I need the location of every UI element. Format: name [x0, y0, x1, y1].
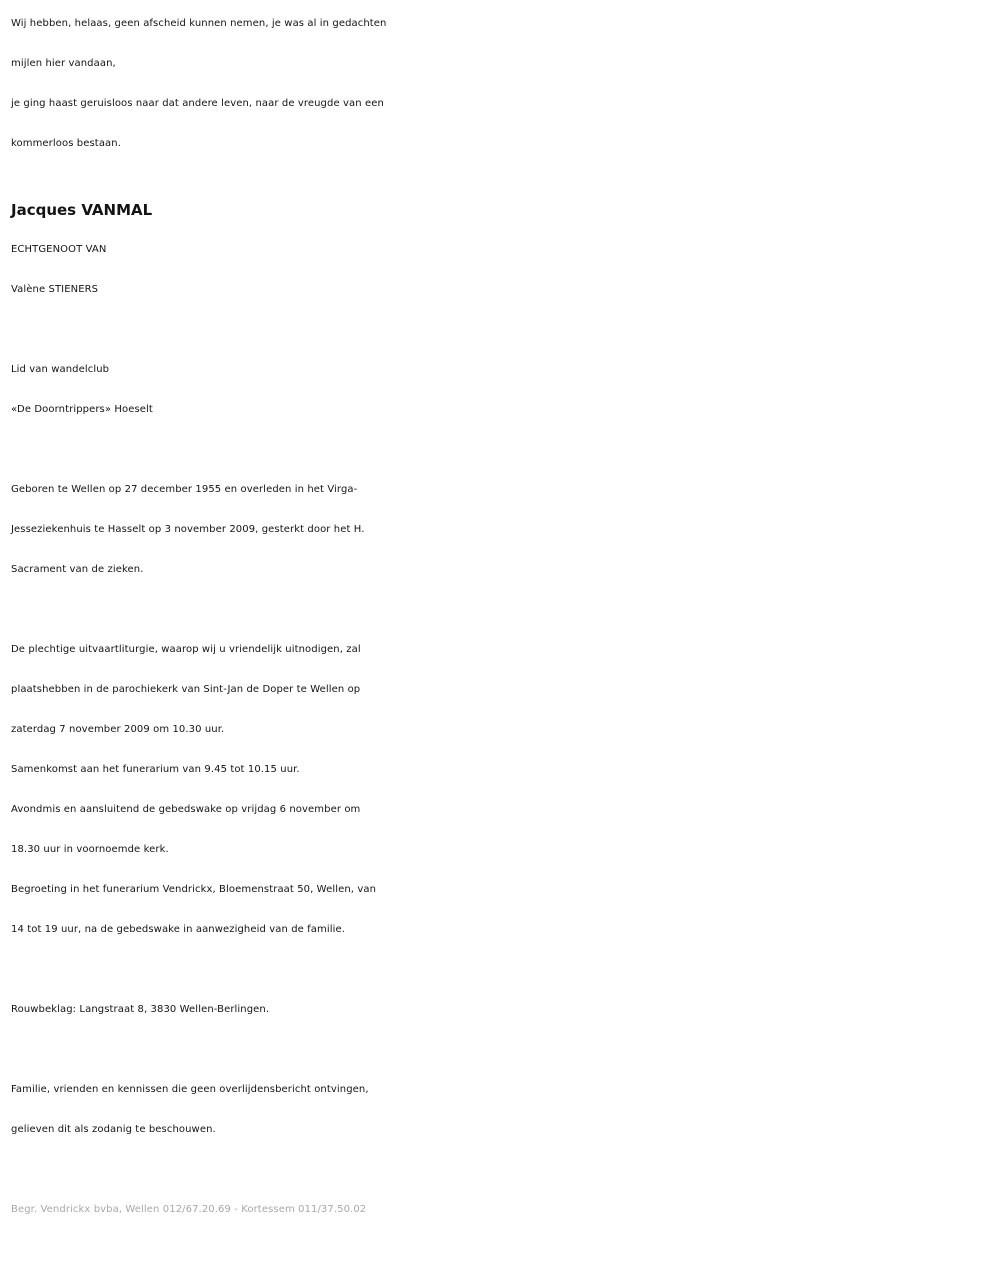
- deceased-name: Jacques VANMAL: [11, 201, 153, 219]
- notice-line: gelieven dit als zodanig te beschouwen.: [11, 1124, 216, 1135]
- notice-line: Familie, vrienden en kennissen die geen overlijdensbericht ontvingen,: [11, 1084, 369, 1095]
- birth-death-section: [11, 470, 990, 590]
- poem-line: mijlen hier vandaan,: [11, 58, 116, 69]
- poem-section: [11, 4, 990, 164]
- relation-label: ECHTGENOOT VAN: [11, 244, 107, 255]
- funeral-line: plaatshebben in de parochiekerk van Sint-Jan de Doper te Wellen op: [11, 684, 361, 695]
- funeral-line: Avondmis en aansluitend de gebedswake op vrijdag 6 november om: [11, 804, 361, 815]
- membership-line: Lid van wandelclub: [11, 364, 110, 375]
- notice-section: [11, 1070, 990, 1150]
- funeral-line: De plechtige uitvaartliturgie, waarop wij u vriendelijk uitnodigen, zal: [11, 644, 361, 655]
- birth-death-line: Geboren te Wellen op 27 december 1955 en overleden in het Virga-: [11, 484, 358, 495]
- membership-line: «De Doorntrippers» Hoeselt: [11, 404, 153, 415]
- spacer: [11, 310, 990, 350]
- poem-line: kommerloos bestaan.: [11, 138, 122, 149]
- funeral-line: 18.30 uur in voornoemde kerk.: [11, 844, 169, 855]
- funeral-line: zaterdag 7 november 2009 om 10.30 uur.: [11, 724, 225, 735]
- funeral-home-footer: Begr. Vendrickx bvba, Wellen 012/67.20.69 - Kortessem 011/37.50.02: [11, 1204, 367, 1215]
- funeral-section: [11, 630, 990, 950]
- birth-death-line: Sacrament van de zieken.: [11, 564, 144, 575]
- spacer: [11, 1030, 990, 1070]
- funeral-line: Begroeting in het funerarium Vendrickx, Bloemenstraat 50, Wellen, van: [11, 884, 377, 895]
- spouse-name: Valène STIENERS: [11, 284, 99, 295]
- poem-line: je ging haast geruisloos naar dat andere leven, naar de vreugde van een: [11, 98, 384, 109]
- membership-section: [11, 350, 990, 430]
- spacer: [11, 950, 990, 990]
- condolence-address: Rouwbeklag: Langstraat 8, 3830 Wellen-Berlingen.: [11, 1004, 270, 1015]
- spacer: [11, 590, 990, 630]
- funeral-line: Samenkomst aan het funerarium van 9.45 tot 10.15 uur.: [11, 764, 300, 775]
- funeral-line: 14 tot 19 uur, na de gebedswake in aanwezigheid van de familie.: [11, 924, 346, 935]
- spacer: [11, 1150, 990, 1190]
- birth-death-line: Jesseziekenhuis te Hasselt op 3 november 2009, gesterkt door het H.: [11, 524, 365, 535]
- poem-line: Wij hebben, helaas, geen afscheid kunnen nemen, je was al in gedachten: [11, 18, 387, 29]
- spacer: [11, 430, 990, 470]
